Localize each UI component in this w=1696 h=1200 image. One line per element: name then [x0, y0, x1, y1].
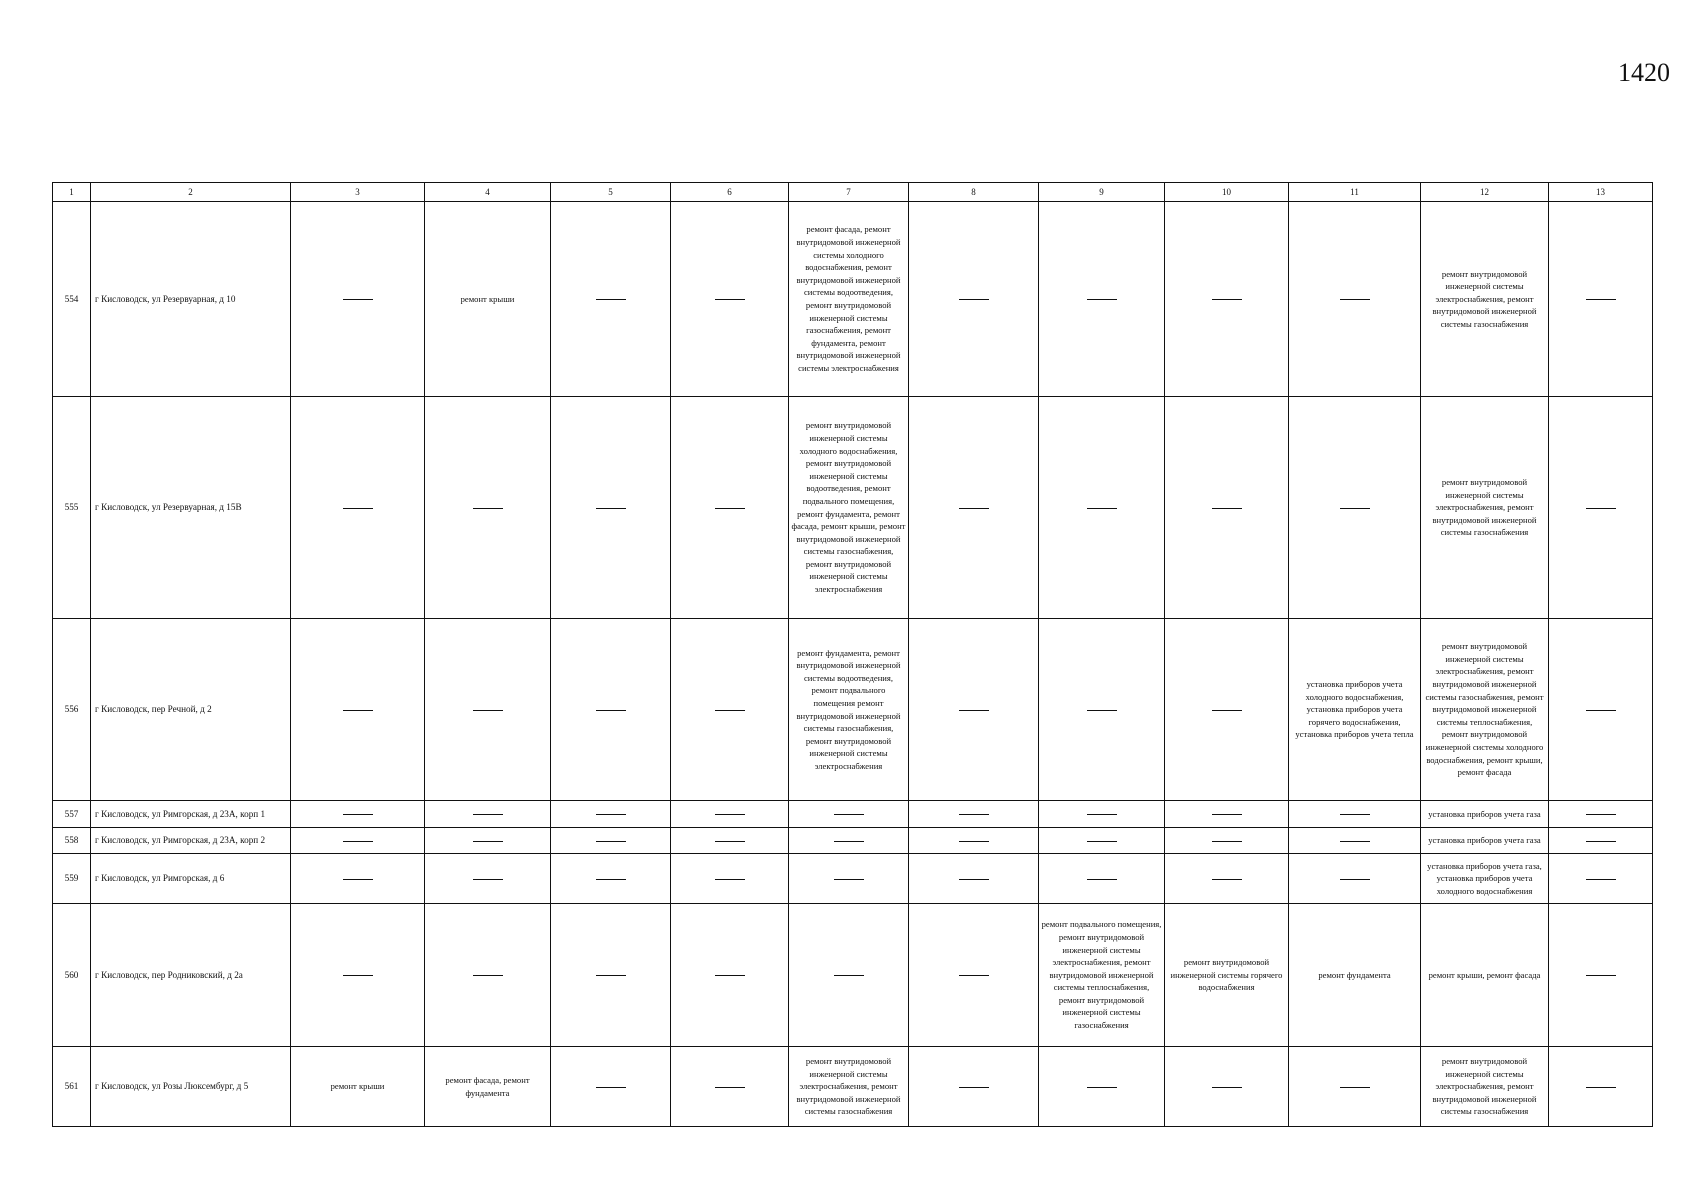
empty-cell	[909, 854, 1039, 904]
dash-mark	[1087, 508, 1117, 509]
empty-cell	[1289, 854, 1421, 904]
dash-mark	[834, 975, 864, 976]
empty-cell	[1039, 202, 1165, 397]
empty-cell	[909, 619, 1039, 801]
dash-mark	[473, 508, 503, 509]
empty-cell	[425, 904, 551, 1047]
empty-cell	[789, 828, 909, 854]
dash-mark	[715, 508, 745, 509]
empty-cell	[1289, 828, 1421, 854]
dash-mark	[1340, 814, 1370, 815]
table-row	[53, 619, 1653, 801]
empty-cell	[551, 397, 671, 619]
dash-mark	[1087, 841, 1117, 842]
dash-mark	[715, 299, 745, 300]
table-row	[53, 397, 1653, 619]
dash-mark	[596, 975, 626, 976]
dash-mark	[715, 841, 745, 842]
table-row	[53, 828, 1653, 854]
empty-cell	[1165, 828, 1289, 854]
empty-cell	[671, 397, 789, 619]
empty-cell	[1549, 397, 1653, 619]
dash-mark	[834, 841, 864, 842]
work-cell: ремонт подвального помещения, ремонт внутридомовой инженерной системы электроснабжения, ремонт внутридомовой инженерной системы теплоснабжения, ремонт внутридомовой инженерной системы газоснабжения	[1039, 904, 1165, 1047]
work-cell: ремонт внутридомовой инженерной системы электроснабжения, ремонт внутридомовой инженерной системы газоснабжения	[1421, 397, 1549, 619]
dash-mark	[715, 814, 745, 815]
address-cell: г Кисловодск, ул Римгорская, д 23А, корп 1	[91, 801, 291, 828]
column-header: 11	[1289, 183, 1421, 202]
dash-mark	[959, 879, 989, 880]
column-header: 7	[789, 183, 909, 202]
dash-mark	[1586, 975, 1616, 976]
dash-mark	[1087, 710, 1117, 711]
empty-cell	[671, 801, 789, 828]
empty-cell	[291, 854, 425, 904]
row-number: 554	[53, 202, 91, 397]
column-header: 12	[1421, 183, 1549, 202]
address-cell: г Кисловодск, пер Родниковский, д 2а	[91, 904, 291, 1047]
table-row	[53, 1047, 1653, 1127]
empty-cell	[425, 828, 551, 854]
dash-mark	[343, 975, 373, 976]
empty-cell	[291, 397, 425, 619]
dash-mark	[1340, 841, 1370, 842]
address-cell: г Кисловодск, ул Розы Люксембург, д 5	[91, 1047, 291, 1127]
empty-cell	[1549, 202, 1653, 397]
empty-cell	[291, 904, 425, 1047]
empty-cell	[425, 801, 551, 828]
empty-cell	[551, 1047, 671, 1127]
dash-mark	[1586, 710, 1616, 711]
dash-mark	[959, 710, 989, 711]
empty-cell	[671, 619, 789, 801]
dash-mark	[1212, 508, 1242, 509]
dash-mark	[1340, 299, 1370, 300]
dash-mark	[1586, 299, 1616, 300]
dash-mark	[1586, 814, 1616, 815]
repair-schedule-table	[52, 182, 1653, 1127]
column-header: 10	[1165, 183, 1289, 202]
column-header: 13	[1549, 183, 1653, 202]
column-header: 6	[671, 183, 789, 202]
dash-mark	[1212, 814, 1242, 815]
dash-mark	[715, 975, 745, 976]
empty-cell	[1165, 854, 1289, 904]
dash-mark	[1212, 299, 1242, 300]
table-row	[53, 854, 1653, 904]
dash-mark	[1087, 814, 1117, 815]
empty-cell	[1165, 801, 1289, 828]
work-cell: ремонт внутридомовой инженерной системы электроснабжения, ремонт внутридомовой инженерной системы газоснабжения	[1421, 1047, 1549, 1127]
dash-mark	[1586, 508, 1616, 509]
table-body	[53, 183, 1653, 1127]
empty-cell	[1289, 801, 1421, 828]
empty-cell	[909, 397, 1039, 619]
work-cell: ремонт фундамента	[1289, 904, 1421, 1047]
address-cell: г Кисловодск, ул Римгорская, д 23А, корп 2	[91, 828, 291, 854]
dash-mark	[473, 841, 503, 842]
empty-cell	[1039, 1047, 1165, 1127]
work-cell: установка приборов учета холодного водоснабжения, установка приборов учета горячего водоснабжения, установка приборов учета тепла	[1289, 619, 1421, 801]
work-cell: ремонт фасада, ремонт фундамента	[425, 1047, 551, 1127]
dash-mark	[834, 814, 864, 815]
work-cell: ремонт внутридомовой инженерной системы горячего водоснабжения	[1165, 904, 1289, 1047]
column-header: 4	[425, 183, 551, 202]
work-cell: ремонт внутридомовой инженерной системы электроснабжения, ремонт внутридомовой инженерной системы газоснабжения	[789, 1047, 909, 1127]
dash-mark	[959, 508, 989, 509]
dash-mark	[473, 710, 503, 711]
dash-mark	[1586, 879, 1616, 880]
empty-cell	[671, 904, 789, 1047]
dash-mark	[343, 508, 373, 509]
column-header: 8	[909, 183, 1039, 202]
dash-mark	[596, 879, 626, 880]
dash-mark	[596, 841, 626, 842]
empty-cell	[909, 202, 1039, 397]
dash-mark	[1586, 1087, 1616, 1088]
empty-cell	[1039, 828, 1165, 854]
empty-cell	[551, 202, 671, 397]
dash-mark	[715, 710, 745, 711]
dash-mark	[596, 1087, 626, 1088]
empty-cell	[425, 619, 551, 801]
work-cell: установка приборов учета газа	[1421, 828, 1549, 854]
empty-cell	[291, 619, 425, 801]
empty-cell	[909, 828, 1039, 854]
empty-cell	[551, 828, 671, 854]
dash-mark	[715, 879, 745, 880]
row-number: 559	[53, 854, 91, 904]
empty-cell	[1549, 1047, 1653, 1127]
dash-mark	[596, 710, 626, 711]
dash-mark	[473, 814, 503, 815]
dash-mark	[1340, 879, 1370, 880]
empty-cell	[671, 1047, 789, 1127]
dash-mark	[959, 841, 989, 842]
row-number: 560	[53, 904, 91, 1047]
work-cell: ремонт внутридомовой инженерной системы электроснабжения, ремонт внутридомовой инженерной системы газоснабжения	[1421, 202, 1549, 397]
empty-cell	[1289, 202, 1421, 397]
dash-mark	[473, 975, 503, 976]
empty-cell	[551, 801, 671, 828]
empty-cell	[1165, 202, 1289, 397]
empty-cell	[291, 202, 425, 397]
empty-cell	[291, 828, 425, 854]
empty-cell	[671, 828, 789, 854]
row-number: 555	[53, 397, 91, 619]
dash-mark	[473, 879, 503, 880]
row-number: 561	[53, 1047, 91, 1127]
empty-cell	[551, 854, 671, 904]
empty-cell	[671, 854, 789, 904]
column-header: 9	[1039, 183, 1165, 202]
address-cell: г Кисловодск, ул Римгорская, д 6	[91, 854, 291, 904]
table-row	[53, 801, 1653, 828]
empty-cell	[789, 904, 909, 1047]
empty-cell	[425, 854, 551, 904]
work-cell: ремонт крыши	[425, 202, 551, 397]
dash-mark	[1340, 508, 1370, 509]
dash-mark	[959, 299, 989, 300]
empty-cell	[425, 397, 551, 619]
address-cell: г Кисловодск, ул Резервуарная, д 15В	[91, 397, 291, 619]
column-header: 2	[91, 183, 291, 202]
empty-cell	[1289, 1047, 1421, 1127]
column-header: 1	[53, 183, 91, 202]
dash-mark	[715, 1087, 745, 1088]
work-cell: ремонт внутридомовой инженерной системы электроснабжения, ремонт внутридомовой инженерной системы газоснабжения, ремонт внутридомовой инженерной системы теплоснабжения, ремонт внутридомовой инженерной системы холодного водоснабжения, ремонт крыши, ремонт фасада	[1421, 619, 1549, 801]
dash-mark	[343, 710, 373, 711]
empty-cell	[909, 801, 1039, 828]
dash-mark	[1087, 879, 1117, 880]
work-cell: ремонт внутридомовой инженерной системы холодного водоснабжения, ремонт внутридомовой инженерной системы водоотведения, ремонт подвального помещения, ремонт фундамента, ремонт фасада, ремонт крыши, ремонт внутридомовой инженерной системы газоснабжения, ремонт внутридомовой инженерной системы электроснабжения	[789, 397, 909, 619]
dash-mark	[1586, 841, 1616, 842]
dash-mark	[1087, 299, 1117, 300]
empty-cell	[1165, 619, 1289, 801]
empty-cell	[1039, 619, 1165, 801]
empty-cell	[1039, 397, 1165, 619]
work-cell: установка приборов учета газа, установка приборов учета холодного водоснабжения	[1421, 854, 1549, 904]
empty-cell	[909, 904, 1039, 1047]
empty-cell	[1549, 619, 1653, 801]
row-number: 558	[53, 828, 91, 854]
empty-cell	[1165, 1047, 1289, 1127]
empty-cell	[789, 854, 909, 904]
address-cell: г Кисловодск, пер Речной, д 2	[91, 619, 291, 801]
header-row	[53, 183, 1653, 202]
work-cell: ремонт фасада, ремонт внутридомовой инженерной системы холодного водоснабжения, ремонт внутридомовой инженерной системы водоотведения, ремонт внутридомовой инженерной системы газоснабжения, ремонт фундамента, ремонт внутридомовой инженерной системы электроснабжения	[789, 202, 909, 397]
empty-cell	[1549, 854, 1653, 904]
dash-mark	[834, 879, 864, 880]
dash-mark	[959, 814, 989, 815]
dash-mark	[1340, 1087, 1370, 1088]
work-cell: установка приборов учета газа	[1421, 801, 1549, 828]
dash-mark	[1212, 879, 1242, 880]
empty-cell	[1549, 801, 1653, 828]
column-header: 3	[291, 183, 425, 202]
dash-mark	[1087, 1087, 1117, 1088]
dash-mark	[1212, 710, 1242, 711]
empty-cell	[1549, 904, 1653, 1047]
table-row	[53, 904, 1653, 1047]
empty-cell	[909, 1047, 1039, 1127]
empty-cell	[671, 202, 789, 397]
dash-mark	[1212, 841, 1242, 842]
empty-cell	[1289, 397, 1421, 619]
empty-cell	[1549, 828, 1653, 854]
dash-mark	[596, 814, 626, 815]
empty-cell	[1039, 854, 1165, 904]
dash-mark	[1212, 1087, 1242, 1088]
empty-cell	[551, 619, 671, 801]
row-number: 557	[53, 801, 91, 828]
dash-mark	[343, 879, 373, 880]
address-cell: г Кисловодск, ул Резервуарная, д 10	[91, 202, 291, 397]
dash-mark	[343, 299, 373, 300]
empty-cell	[1039, 801, 1165, 828]
empty-cell	[789, 801, 909, 828]
dash-mark	[343, 841, 373, 842]
dash-mark	[959, 1087, 989, 1088]
row-number: 556	[53, 619, 91, 801]
dash-mark	[596, 299, 626, 300]
work-cell: ремонт крыши	[291, 1047, 425, 1127]
empty-cell	[1165, 397, 1289, 619]
page-number: 1420	[1618, 58, 1670, 87]
table-row	[53, 202, 1653, 397]
empty-cell	[291, 801, 425, 828]
empty-cell	[551, 904, 671, 1047]
dash-mark	[343, 814, 373, 815]
column-header: 5	[551, 183, 671, 202]
work-cell: ремонт крыши, ремонт фасада	[1421, 904, 1549, 1047]
work-cell: ремонт фундамента, ремонт внутридомовой инженерной системы водоотведения, ремонт подвального помещения ремонт внутридомовой инженерной системы газоснабжения, ремонт внутридомовой инженерной системы электроснабжения	[789, 619, 909, 801]
dash-mark	[596, 508, 626, 509]
dash-mark	[959, 975, 989, 976]
